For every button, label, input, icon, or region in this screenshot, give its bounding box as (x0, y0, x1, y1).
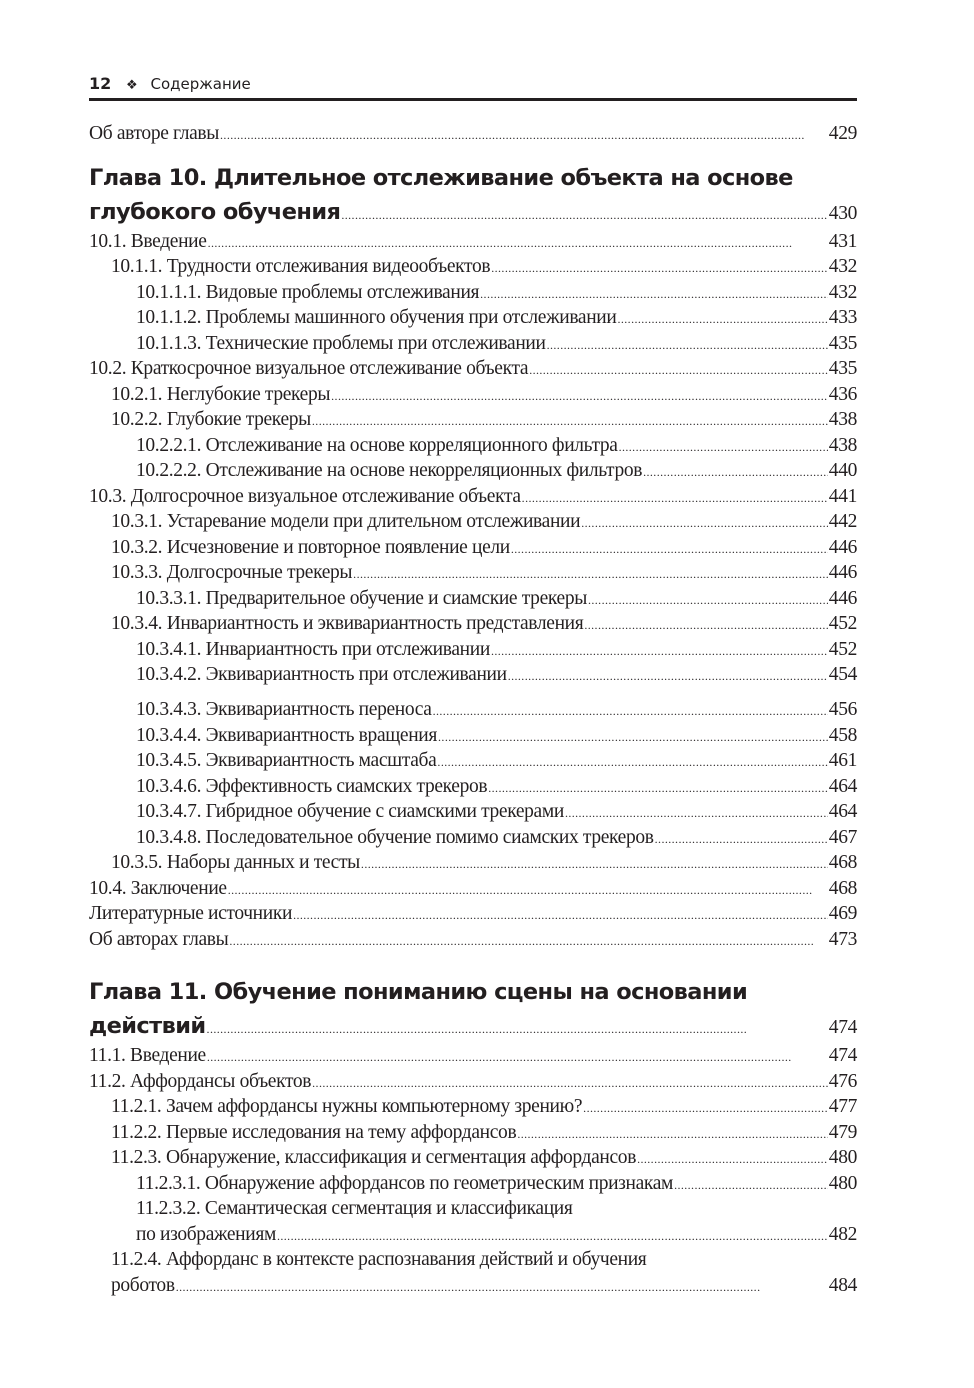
toc-entry-title: 10.3.4.8. Последовательное обучение помимо сиамских трекеров (136, 826, 654, 848)
toc-entry-title: Об авторе главы (89, 123, 220, 144)
toc-entry[interactable] (89, 825, 857, 851)
chapter-title-line2: глубокого обучения (89, 198, 341, 225)
toc-entry-page: 484 (828, 1274, 857, 1296)
toc-entry-page: 458 (828, 724, 857, 746)
leader-dots (220, 123, 828, 149)
toc-entry-page: 479 (828, 1121, 857, 1143)
toc-entry[interactable] (89, 560, 857, 586)
leader-dots (491, 256, 828, 282)
toc-entry-page: 452 (828, 613, 857, 634)
leader-dots (207, 1045, 828, 1071)
toc-entry-title: 10.1. Введение (89, 230, 207, 252)
toc-entry-page: 474 (828, 1045, 857, 1066)
toc-entry-title: 10.4. Заключение (89, 877, 227, 899)
page-number: 12 (89, 74, 112, 93)
leader-dots (277, 1224, 828, 1250)
leader-dots (637, 1147, 828, 1173)
toc-entry-title: Об авторах главы (89, 928, 229, 950)
leader-dots (619, 435, 828, 461)
toc-entry-title: 10.2.2. Глубокие трекеры (111, 409, 311, 430)
chapter-heading[interactable] (89, 975, 857, 1043)
toc-entry-page: 461 (828, 750, 857, 771)
toc-entry-page: 482 (828, 1223, 857, 1245)
toc-entry-title-continued: по изображениям (136, 1223, 276, 1245)
toc-entry-title: 10.1.1.2. Проблемы машинного обучения при отслеживании (136, 307, 617, 328)
leader-dots (508, 664, 828, 690)
leader-dots (341, 198, 827, 232)
chapter-title-line1: Глава 10. Длительное отслеживание объекта на основе (89, 164, 793, 191)
toc-entry[interactable] (89, 799, 857, 825)
toc-entry-page: 464 (828, 775, 857, 797)
toc-entry[interactable] (89, 484, 857, 510)
toc-entry-title: 10.2.2.2. Отслеживание на основе некорреляционных фильтров (136, 460, 643, 481)
toc-entry[interactable] (89, 509, 857, 535)
leader-dots (312, 409, 828, 435)
toc-entry-page: 438 (828, 434, 857, 456)
toc-entry[interactable] (89, 1094, 857, 1120)
toc-entry-title: 10.1.1. Трудности отслеживания видеообъектов (111, 256, 491, 277)
toc-entry[interactable] (89, 1145, 857, 1171)
leader-dots (547, 333, 828, 359)
toc-entry-page: 468 (828, 877, 857, 899)
toc-entry[interactable] (89, 662, 857, 688)
toc-entry[interactable] (89, 774, 857, 800)
toc-entry-page: 432 (828, 256, 857, 277)
chapter-heading[interactable] (89, 161, 857, 229)
leader-dots (361, 852, 828, 878)
toc-entry[interactable] (89, 748, 857, 774)
leader-dots (207, 1012, 828, 1046)
leader-dots (480, 282, 828, 308)
leader-dots (293, 903, 828, 929)
toc-entry-title: 10.3. Долгосрочное визуальное отслеживание объекта (89, 485, 521, 507)
toc-entry[interactable] (89, 407, 857, 433)
toc-entry-title: 10.3.1. Устаревание модели при длительном отслеживании (111, 511, 581, 532)
toc-entry-title: 10.3.4.2. Эквивариантность при отслеживании (136, 664, 507, 685)
leader-dots (228, 878, 828, 904)
toc-entry[interactable] (89, 1043, 857, 1069)
toc-entry-title: 10.2.2.1. Отслеживание на основе корреляционного фильтра (136, 434, 618, 456)
toc-entry-page: 435 (828, 358, 857, 379)
toc-entry-page: 436 (828, 383, 857, 405)
toc-entry[interactable] (89, 305, 857, 331)
leader-dots (522, 486, 828, 512)
toc-entry-title: 11.2.3. Обнаружение, классификация и сегментация аффордансов (111, 1147, 637, 1168)
toc-entry-title: 10.3.4.6. Эффективность сиамских трекеров (136, 775, 488, 797)
toc-entry[interactable] (89, 356, 857, 382)
leader-dots (229, 929, 827, 955)
toc-entry-title: 11.2.3.1. Обнаружение аффордансов по геометрическим признакам (136, 1172, 674, 1194)
leader-dots (438, 725, 828, 751)
toc-entry[interactable] (89, 697, 857, 723)
toc-entry[interactable] (89, 1171, 857, 1197)
toc-entry-title: 11.1. Введение (89, 1045, 206, 1066)
toc-entry-page: 468 (828, 852, 857, 873)
toc-entry[interactable] (89, 850, 857, 876)
leader-dots (565, 801, 828, 827)
toc-entry-page: 480 (828, 1172, 857, 1194)
leader-dots (583, 1096, 828, 1122)
ornament-icon: ❖ (126, 78, 138, 93)
toc-entry-title: 10.3.4. Инвариантность и эквивариантность представления (111, 613, 584, 634)
leader-dots (312, 1071, 828, 1097)
toc-entry-page: 452 (828, 638, 857, 660)
toc-entry-title-continued: роботов (111, 1274, 175, 1296)
toc-entry[interactable] (89, 901, 857, 927)
toc-entry[interactable] (89, 876, 857, 902)
toc-entry[interactable] (89, 586, 857, 612)
toc-entry-page: 456 (828, 699, 857, 720)
toc-entry-title: 10.3.2. Исчезновение и повторное появление цели (111, 536, 510, 558)
leader-dots (674, 1173, 828, 1199)
toc-entry-page: 433 (828, 307, 857, 328)
toc-entry-title: 10.3.4.5. Эквивариантность масштаба (136, 750, 437, 771)
leader-dots (488, 776, 828, 802)
toc-entry-title: 10.3.4.3. Эквивариантность переноса (136, 699, 432, 720)
table-of-contents (89, 121, 857, 1298)
toc-entry-page: 442 (828, 511, 857, 532)
leader-dots (617, 307, 827, 333)
header-rule (89, 98, 857, 101)
toc-entry-page: 435 (828, 332, 857, 354)
toc-entry-page: 464 (828, 801, 857, 822)
toc-entry-wrapped-line2[interactable] (89, 1273, 857, 1299)
toc-entry-title: 11.2.4. Аффорданс в контексте распознавания действий и обучения (111, 1249, 647, 1270)
leader-dots (517, 1122, 827, 1148)
toc-entry-page: 473 (828, 928, 857, 950)
toc-entry-page: 476 (828, 1070, 857, 1092)
leader-dots (437, 750, 827, 776)
toc-entry-wrapped-line1[interactable] (89, 1247, 857, 1273)
toc-entry-page: 440 (828, 460, 857, 481)
toc-entry[interactable] (89, 637, 857, 663)
leader-dots (581, 511, 828, 537)
toc-entry-page: 469 (828, 903, 857, 924)
toc-entry[interactable] (89, 1069, 857, 1095)
toc-entry-page: 432 (828, 281, 857, 303)
chapter-page: 474 (828, 1017, 857, 1038)
toc-entry-page: 431 (828, 230, 857, 252)
toc-entry-wrapped-line2[interactable] (89, 1222, 857, 1248)
toc-entry-title: 10.3.3. Долгосрочные трекеры (111, 562, 353, 583)
toc-entry[interactable] (89, 611, 857, 637)
toc-entry-page: 477 (828, 1096, 857, 1117)
toc-entry-title: 11.2.3.2. Семантическая сегментация и классификация (136, 1198, 573, 1219)
running-head (89, 70, 857, 98)
chapter-title-line1: Глава 11. Обучение пониманию сцены на основании (89, 979, 748, 1005)
toc-entry-page: 446 (828, 536, 857, 558)
toc-entry[interactable] (89, 458, 857, 484)
toc-entry[interactable] (89, 1120, 857, 1146)
toc-entry-title: Литературные источники (89, 903, 293, 924)
toc-entry-page: 480 (828, 1147, 857, 1168)
toc-entry-title: 10.1.1.1. Видовые проблемы отслеживания (136, 281, 480, 303)
leader-dots (491, 639, 828, 665)
toc-entry-page: 429 (828, 123, 857, 144)
toc-entry[interactable] (89, 229, 857, 255)
toc-entry[interactable] (89, 433, 857, 459)
toc-entry[interactable] (89, 280, 857, 306)
toc-entry-title: 10.2. Краткосрочное визуальное отслеживание объекта (89, 358, 529, 379)
toc-entry[interactable] (89, 331, 857, 357)
toc-entry-page: 467 (828, 826, 857, 848)
toc-entry-title: 10.2.1. Неглубокие трекеры (111, 383, 331, 405)
leader-dots (208, 231, 828, 257)
leader-dots (176, 1275, 828, 1301)
toc-entry-title: 11.2.1. Зачем аффордансы нужны компьютерному зрению? (111, 1096, 583, 1117)
toc-entry-title: 10.1.1.3. Технические проблемы при отслеживании (136, 332, 546, 354)
toc-entry-page: 454 (828, 664, 857, 685)
toc-entry-title: 10.3.4.1. Инвариантность при отслеживании (136, 638, 490, 660)
toc-entry-page: 438 (828, 409, 857, 430)
toc-entry[interactable] (89, 254, 857, 280)
leader-dots (331, 384, 828, 410)
leader-dots (353, 562, 828, 588)
toc-entry-page: 446 (828, 562, 857, 583)
running-title: Содержание (150, 75, 251, 93)
toc-entry-title: 10.3.4.7. Гибридное обучение с сиамскими трекерами (136, 801, 564, 822)
toc-entry[interactable] (89, 927, 857, 953)
toc-entry-page: 441 (828, 485, 857, 507)
toc-entry[interactable] (89, 382, 857, 408)
leader-dots (511, 537, 828, 563)
toc-entry-title: 10.3.5. Наборы данных и тесты (111, 852, 360, 873)
leader-dots (588, 588, 828, 614)
leader-dots (655, 827, 828, 853)
leader-dots (584, 613, 827, 639)
chapter-page: 430 (828, 202, 857, 224)
leader-dots (433, 699, 828, 725)
toc-entry-wrapped-line1[interactable] (89, 1196, 857, 1222)
toc-entry[interactable] (89, 535, 857, 561)
toc-entry-page: 446 (828, 587, 857, 609)
leader-dots (643, 460, 828, 486)
toc-entry[interactable] (89, 121, 857, 147)
toc-entry[interactable] (89, 723, 857, 749)
chapter-title-line2: действий (89, 1013, 206, 1039)
toc-entry-title: 11.2.2. Первые исследования на тему аффордансов (111, 1121, 517, 1143)
toc-entry-title: 10.3.4.4. Эквивариантность вращения (136, 724, 438, 746)
toc-entry-title: 11.2. Аффордансы объектов (89, 1070, 312, 1092)
toc-entry-title: 10.3.3.1. Предварительное обучение и сиамские трекеры (136, 587, 587, 609)
leader-dots (529, 358, 828, 384)
